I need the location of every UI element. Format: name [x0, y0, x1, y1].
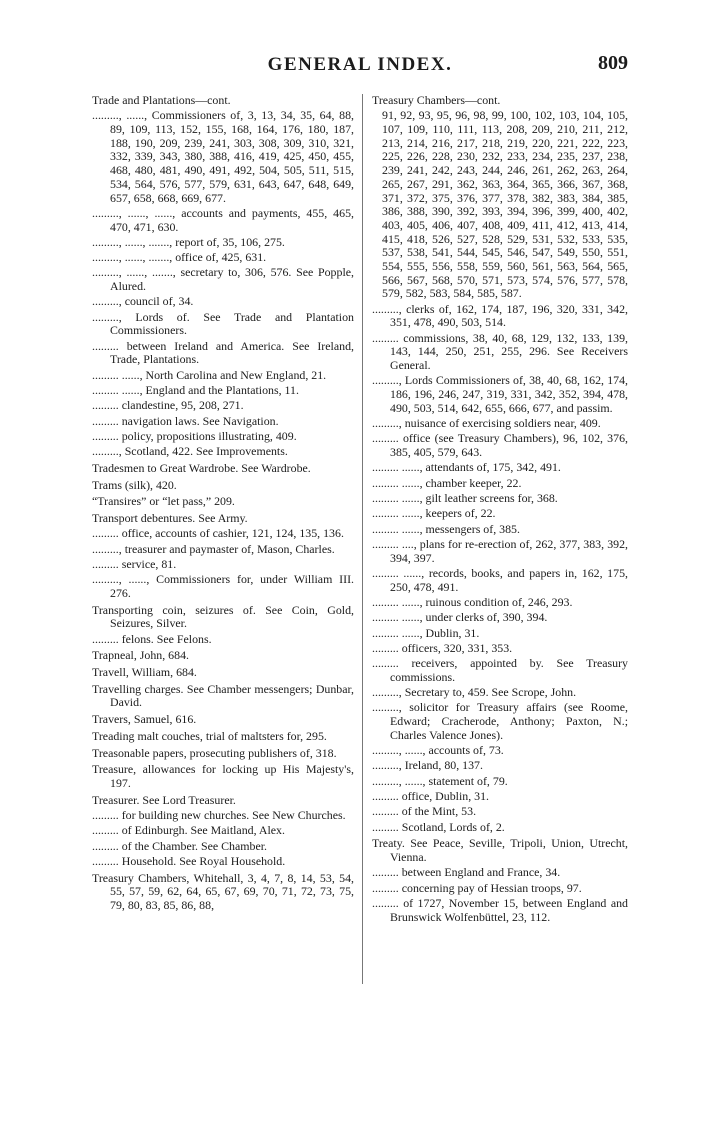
left-index-column — [92, 94, 354, 914]
index-entry: “Transires” or “let pass,” 209. — [92, 494, 235, 509]
index-entry: Trams (silk), 420. — [92, 477, 177, 492]
index-entry: ......... service, 81. — [92, 556, 177, 571]
index-entry: Treaty. See Peace, Seville, Tripoli, Union, Utrecht, Vienna. — [372, 836, 628, 864]
index-entry: ......... ......, under clerks of, 390, 394. — [372, 610, 548, 625]
index-entry: ......... commissions, 38, 40, 68, 129, 132, 133, 139, 143, 144, 250, 251, 255, 296. See Receivers General. — [372, 330, 628, 373]
index-entry: ......... ......, Dublin, 31. — [372, 625, 480, 640]
page-header — [0, 52, 720, 82]
index-entry: ......... between Ireland and America. See Ireland, Trade, Plantations. — [92, 338, 354, 367]
page-number: 809 — [598, 52, 628, 74]
index-entry: ......... ...., plans for re-erection of, 262, 377, 383, 392, 394, 397. — [372, 536, 628, 565]
index-entry: ........., treasurer and paymaster of, Mason, Charles. — [92, 541, 335, 556]
index-entry: ......... of the Chamber. See Chamber. — [92, 838, 268, 853]
index-entry: ......... ......, ruinous condition of, 246, 293. — [372, 594, 573, 609]
index-entry: Travelling charges. See Chamber messengers; Dunbar, David. — [92, 681, 354, 710]
right-index-column — [372, 94, 628, 926]
index-entry: ......... for building new churches. See New Churches. — [92, 807, 346, 822]
column-divider — [362, 94, 363, 984]
index-entry: ........., Lords Commissioners of, 38, 40, 68, 162, 174, 186, 196, 246, 247, 319, 331, 342, 352, 394, 478, 490, 503, 514, 642, 655, 666, 677, and passim. — [372, 373, 628, 415]
index-entry: Treasure, allowances for locking up His Majesty's, 197. — [92, 762, 354, 790]
index-entry: Treasury Chambers, Whitehall, 3, 4, 7, 8, 14, 53, 54, 55, 57, 59, 62, 64, 65, 67, 69, 70, 71, 72, 73, 75, 79, 80, 83, 85, 86, 88, — [92, 870, 354, 912]
index-entry: 91, 92, 93, 95, 96, 98, 99, 100, 102, 103, 104, 105, 107, 109, 110, 111, 113, 208, 209, 210, 211, 212, 213, 214, 216, 217, 218, 219, 220, 221, 222, 223, 225, 226, 228, 230, 232, 233, 234, 235, 237, 238, 239, 241, 242, 243, 244, 246, 261, 262, 263, 264, 265, 267, 291, 362, 363, 364, 365, 366, 367, 368, 371, 372, 375, 376, 377, 378, 382, 383, 384, 385, 386, 388, 390, 392, 393, 394, 396, 399, 400, 402, 403, 405, 406, 407, 408, 409, 411, 412, 413, 414, 415, 418, 526, 527, 528, 529, 531, 532, 533, 535, 537, 538, 541, 544, 545, 546, 547, 549, 550, 551, 554, 555, 556, 558, 559, 560, 561, 563, 564, 565, 566, 567, 568, 570, 571, 573, 574, 576, 577, 578, 579, 582, 583, 584, 585, 587. — [382, 108, 628, 301]
index-entry: Treasury Chambers—cont. — [372, 93, 501, 107]
index-entry: ........., ......, ......., report of, 35, 106, 275. — [92, 234, 285, 249]
index-entry: Transporting coin, seizures of. See Coin, Gold, Seizures, Silver. — [92, 602, 354, 631]
index-entry: ........., nuisance of exercising soldiers near, 409. — [372, 416, 601, 431]
index-entry: ........., ......, accounts of, 73. — [372, 743, 504, 758]
index-entry: Tradesmen to Great Wardrobe. See Wardrobe. — [92, 460, 311, 475]
index-entry: ......... policy, propositions illustrating, 409. — [92, 428, 297, 443]
index-entry: ......... navigation laws. See Navigation. — [92, 413, 279, 428]
index-entry: ......... clandestine, 95, 208, 271. — [92, 398, 244, 413]
index-entry: ......... between England and France, 34. — [372, 865, 561, 880]
index-entry: ........., Lords of. See Trade and Plantation Commissioners. — [92, 309, 354, 338]
index-entry: ......... felons. See Felons. — [92, 631, 212, 646]
index-entry: ......... Scotland, Lords of, 2. — [372, 819, 505, 834]
index-entry: ......... office (see Treasury Chambers), 96, 102, 376, 385, 405, 579, 643. — [372, 431, 628, 460]
index-entry: ........., ......, ......, accounts and payments, 455, 465, 470, 471, 630. — [92, 205, 354, 234]
index-entry: ......... office, Dublin, 31. — [372, 789, 490, 803]
index-entry: Trapneal, John, 684. — [92, 648, 189, 663]
index-entry: ........., Scotland, 422. See Improvements. — [92, 444, 288, 459]
index-entry: Travell, William, 684. — [92, 665, 197, 679]
index-entry: ........., clerks of, 162, 174, 187, 196, 320, 331, 342, 351, 478, 490, 503, 514. — [372, 301, 628, 330]
index-entry: ......... ......, chamber keeper, 22. — [372, 475, 522, 490]
index-entry: ......... ......, keepers of, 22. — [372, 506, 496, 521]
index-entry: ......... office, accounts of cashier, 121, 124, 135, 136. — [92, 526, 344, 541]
running-head: GENERAL INDEX. — [267, 54, 453, 75]
index-entry: ......... receivers, appointed by. See Treasury commissions. — [372, 656, 628, 684]
index-entry: ......... officers, 320, 331, 353. — [372, 640, 513, 655]
index-entry: ........., ......, statement of, 79. — [372, 773, 508, 788]
index-entry: ........., ......, ......., office of, 425, 631. — [92, 250, 267, 265]
index-entry: ........., Secretary to, 459. See Scrope, John. — [372, 685, 577, 700]
index-entry: ......... Household. See Royal Household. — [92, 853, 286, 868]
index-entry: ......... of Edinburgh. See Maitland, Alex. — [92, 823, 285, 838]
index-entry: Trade and Plantations—cont. — [92, 93, 231, 107]
index-entry: ......... concerning pay of Hessian troops, 97. — [372, 880, 582, 895]
index-entry: ......... of the Mint, 53. — [372, 804, 477, 819]
index-entry: ......... ......, messengers of, 385. — [372, 521, 520, 536]
index-entry: Treading malt couches, trial of maltsters for, 295. — [92, 728, 327, 743]
index-entry: Transport debentures. See Army. — [92, 511, 248, 525]
index-entry: ........., council of, 34. — [92, 294, 194, 309]
index-entry: ........., ......, Commissioners of, 3, 13, 34, 35, 64, 88, 89, 109, 113, 152, 155, 168, 164, 176, 180, 187, 188, 190, 209, 239, 241, 303, 308, 309, 310, 321, 332, 339, 343, 380, 388, 416, 419, 425, 450, 455, 468, 480, 481, 490, 491, 492, 504, 505, 511, 515, 534, 564, 576, 577, 579, 631, 643, 647, 648, 649, 657, 658, 668, 669, 677. — [92, 108, 354, 205]
index-entry: ........., Ireland, 80, 137. — [372, 758, 483, 773]
index-entry: ......... ......, gilt leather screens for, 368. — [372, 491, 558, 506]
index-entry: ......... ......, North Carolina and New England, 21. — [92, 367, 327, 382]
index-entry: ......... of 1727, November 15, between England and Brunswick Wolfenbüttel, 23, 112. — [372, 895, 628, 924]
index-entry: ........., ......, Commissioners for, under William III. 276. — [92, 572, 354, 600]
index-entry: Treasonable papers, prosecuting publishers of, 318. — [92, 745, 337, 760]
index-entry: Travers, Samuel, 616. — [92, 712, 197, 727]
index-entry: ........., solicitor for Treasury affairs (see Roome, Edward; Cracherode, Anthony; Paxton, N.; Charles Valence Jones). — [372, 700, 628, 742]
index-entry: ......... ......, attendants of, 175, 342, 491. — [372, 460, 561, 475]
index-entry: ........., ......, ......., secretary to, 306, 576. See Popple, Alured. — [92, 265, 354, 294]
index-entry: ......... ......, records, books, and papers in, 162, 175, 250, 478, 491. — [372, 565, 628, 594]
index-entry: ......... ......, England and the Plantations, 11. — [92, 383, 299, 397]
index-entry: Treasurer. See Lord Treasurer. — [92, 792, 236, 807]
